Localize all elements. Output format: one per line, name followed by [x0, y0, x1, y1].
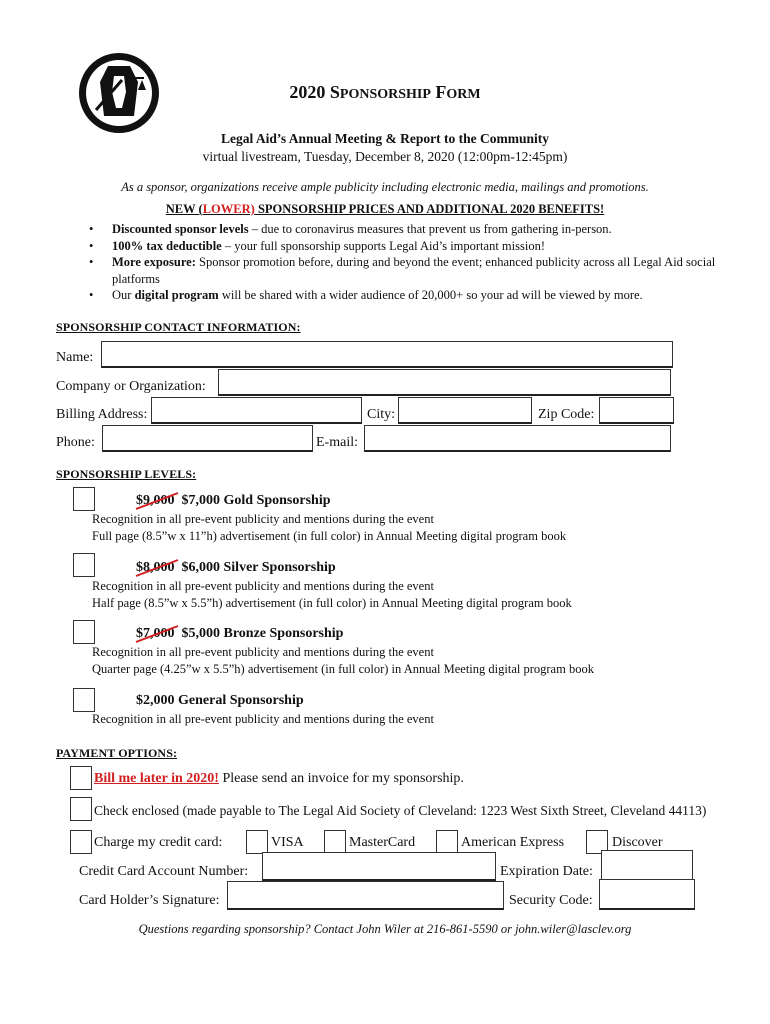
signature-label: Card Holder’s Signature:	[79, 893, 220, 908]
bill-later-option: Bill me later in 2020! Please send an invoice for my sponsorship.	[94, 771, 464, 786]
general-level-title: $2,000 General Sponsorship	[136, 693, 304, 708]
bill-later-checkbox[interactable]	[70, 766, 92, 790]
general-level-desc: Recognition in all pre-event publicity and mentions during the event	[92, 712, 434, 726]
phone-field[interactable]	[102, 425, 313, 452]
silver-level-desc: Recognition in all pre-event publicity and mentions during the event Half page (8.5”w x 5.5”h) advertisement (in full color) in Annual Meeting digital program book	[92, 579, 572, 610]
visa-label: VISA	[271, 835, 304, 850]
old-price: $9,000	[136, 493, 175, 509]
visa-checkbox[interactable]	[246, 830, 268, 854]
security-code-label: Security Code:	[509, 893, 593, 908]
billing-address-field[interactable]	[151, 397, 362, 424]
mastercard-label: MasterCard	[349, 835, 416, 850]
event-name: Legal Aid’s Annual Meeting & Report to the Community	[221, 131, 549, 146]
signature-field[interactable]	[227, 881, 504, 910]
old-price: $8,000	[136, 560, 175, 576]
list-item: • 100% tax deductible – your full sponsorship supports Legal Aid’s important mission!	[89, 238, 545, 253]
gold-checkbox[interactable]	[73, 487, 95, 511]
email-label: E-mail:	[316, 435, 358, 450]
phone-label: Phone:	[56, 435, 95, 450]
security-code-field[interactable]	[599, 879, 695, 910]
strike-mark	[134, 489, 184, 513]
list-item: • Discounted sponsor levels – due to coronavirus measures that prevent us from gathering in-person.	[89, 222, 612, 236]
contact-footer: Questions regarding sponsorship? Contact John Wiler at 216-861-5590 or john.wiler@lasclev.org	[138, 922, 632, 936]
name-label: Name:	[56, 350, 94, 365]
bronze-level-desc: Recognition in all pre-event publicity and mentions during the event Quarter page (4.25”w x 5.5”h) advertisement (in full color) in Annual Meeting digital program book	[92, 645, 594, 676]
mastercard-checkbox[interactable]	[324, 830, 346, 854]
list-item: • More exposure: Sponsor promotion before, during and beyond the event; enhanced publicity across all Legal Aid social platforms	[89, 255, 716, 286]
expiration-label: Expiration Date:	[500, 864, 593, 879]
discover-label: Discover	[612, 835, 663, 850]
payment-heading: PAYMENT OPTIONS:	[56, 746, 178, 760]
tagline: As a sponsor, organizations receive ample publicity including electronic media, mailings and promotions.	[121, 180, 649, 194]
zip-field[interactable]	[599, 397, 674, 424]
company-label: Company or Organization:	[56, 379, 206, 394]
new-prices-heading: NEW (LOWER) SPONSORSHIP PRICES AND ADDITIONAL 2020 BENEFITS!	[165, 202, 605, 216]
levels-heading: SPONSORSHIP LEVELS:	[56, 467, 197, 481]
list-item: • Our digital program will be shared with a wider audience of 20,000+ so your ad will be viewed by more.	[89, 288, 643, 302]
check-checkbox[interactable]	[70, 797, 92, 821]
general-checkbox[interactable]	[73, 688, 95, 712]
account-number-label: Credit Card Account Number:	[79, 864, 249, 879]
check-option: Check enclosed (made payable to The Legal Aid Society of Cleveland: 1223 West Sixth Street, Cleveland 44113)	[94, 803, 707, 818]
account-number-field[interactable]	[262, 852, 496, 881]
gold-level-title: $9,000 $7,000 Gold Sponsorship	[136, 493, 331, 509]
billing-address-label: Billing Address:	[56, 407, 148, 422]
old-price: $7,000	[136, 626, 175, 642]
city-label: City:	[367, 407, 396, 422]
contact-heading: SPONSORSHIP CONTACT INFORMATION:	[56, 320, 301, 334]
bronze-checkbox[interactable]	[73, 620, 95, 644]
amex-label: American Express	[461, 835, 565, 850]
gold-level-desc: Recognition in all pre-event publicity and mentions during the event Full page (8.5”w x 11”h) advertisement (in full color) in Annual Meeting digital program book	[92, 512, 567, 543]
strike-mark	[134, 622, 184, 646]
charge-card-label: Charge my credit card:	[94, 835, 223, 850]
page-title: 2020 SPONSORSHIP FORM	[289, 82, 481, 102]
name-field[interactable]	[101, 341, 673, 368]
event-details: virtual livestream, Tuesday, December 8, 2020 (12:00pm-12:45pm)	[202, 149, 568, 164]
silver-checkbox[interactable]	[73, 553, 95, 577]
expiration-field[interactable]	[601, 850, 693, 881]
strike-mark	[134, 556, 184, 580]
charge-card-checkbox[interactable]	[70, 830, 92, 854]
amex-checkbox[interactable]	[436, 830, 458, 854]
company-field[interactable]	[218, 369, 671, 396]
zip-label: Zip Code:	[538, 407, 595, 422]
city-field[interactable]	[398, 397, 532, 424]
benefits-list	[86, 221, 726, 304]
bronze-level-title: $7,000 $5,000 Bronze Sponsorship	[136, 626, 343, 642]
silver-level-title: $8,000 $6,000 Silver Sponsorship	[136, 560, 336, 576]
email-field[interactable]	[364, 425, 671, 452]
